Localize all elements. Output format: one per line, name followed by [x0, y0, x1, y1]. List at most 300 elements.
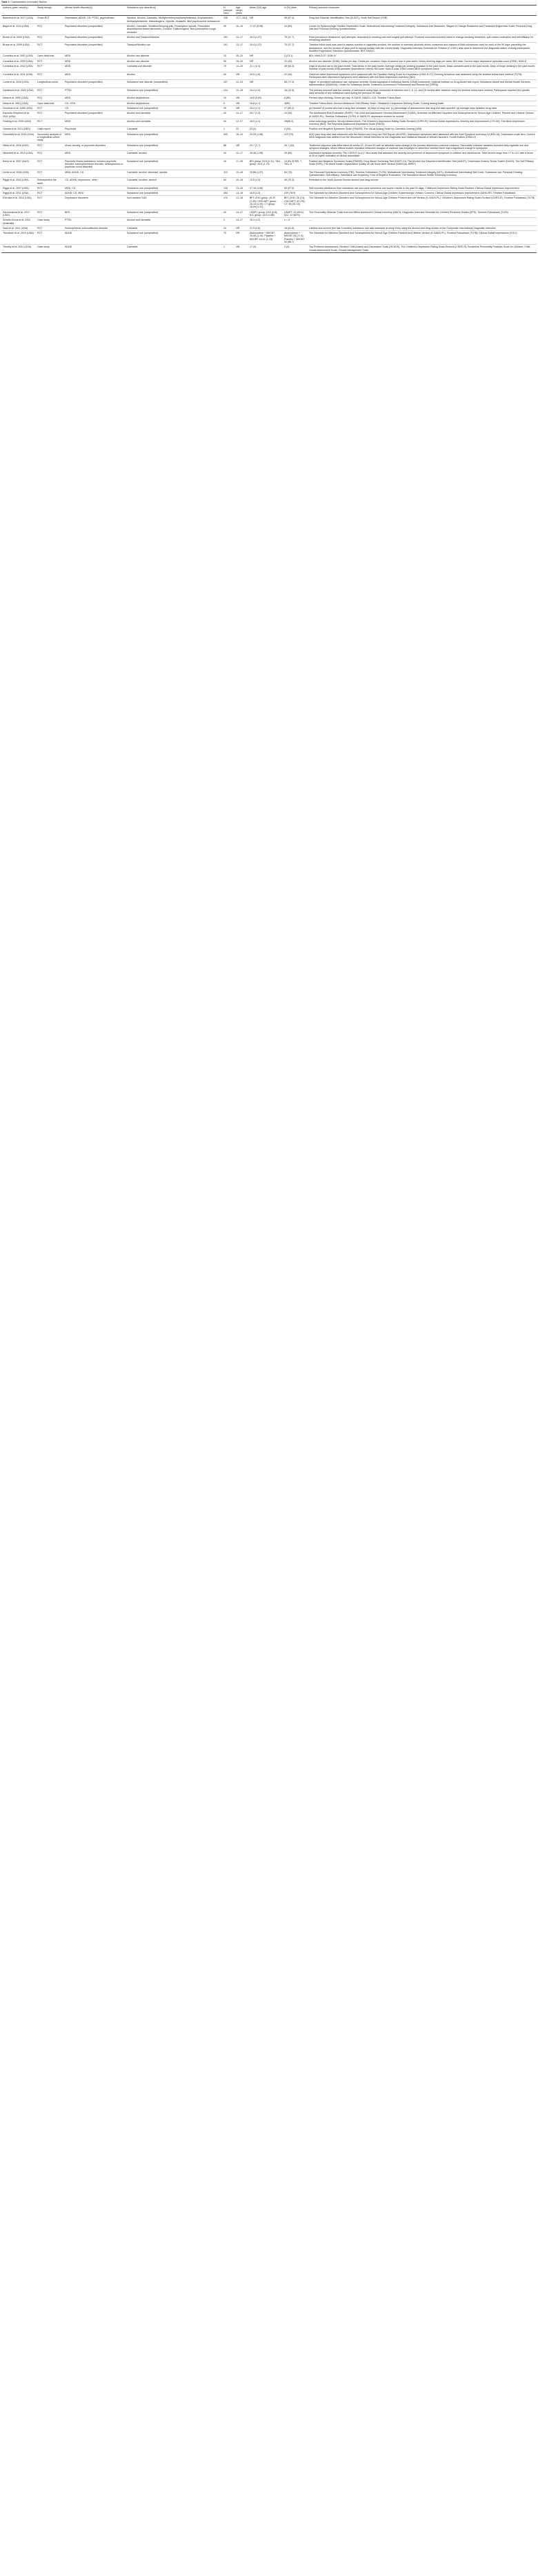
- cell-mean-age: BEI group: 20.6 (3.11); TAU group: 20.6 (1.73): [248, 159, 283, 170]
- cell-substance-use-disorders: Substance use (unspecified): [126, 132, 222, 143]
- cell-sample-size: 110: [222, 170, 235, 178]
- cell-male: 13 (81.3) BEI: 7, TAU: 6: [283, 159, 308, 170]
- cell-age-range: 23: [235, 127, 248, 132]
- column-header: Mean (SD) age: [248, 6, 283, 16]
- cell-study-design: RCT: [36, 23, 63, 34]
- cell-authors: Hirschtritt et al. 2012 (USA): [1, 151, 36, 159]
- table-row: [1, 151, 537, 159]
- cell-substance-use-disorders: Cannabis: [126, 225, 222, 230]
- cell-study-design: Secondary analysis of a longitudinal cohort study: [36, 132, 63, 143]
- table-row: [1, 132, 537, 143]
- cell-substance-use-disorders: Tobacco/Nicotine use: [126, 43, 222, 54]
- cell-study-design: RCT: [36, 34, 63, 43]
- cell-sample-size: 40: [222, 111, 235, 119]
- cell-authors: Donohue et al. 1998 (USA): [1, 105, 36, 110]
- cell-age-range: NR: [235, 72, 248, 80]
- cell-mental-health-disorders: MDD: [63, 96, 126, 101]
- cell-mental-health-disorders: BPD: [63, 210, 126, 218]
- cell-substance-use-disorders: Substance use (unspecified): [126, 105, 222, 110]
- cell-study-design: RCT: [36, 151, 63, 159]
- cell-male: 22 (44): [283, 72, 308, 80]
- cell-study-design: RCT: [36, 231, 63, 245]
- table-row: [1, 196, 537, 210]
- cell-male: 85 (67.5): [283, 185, 308, 190]
- table-row: [1, 127, 537, 132]
- cell-authors: Deas et al. 2000 (USA): [1, 96, 36, 101]
- cell-mental-health-disorders: Depressive disorders: [63, 196, 126, 210]
- cell-primary-outcome: Days of alcohol use in the past month; Total drinks in the past month; Average drinks per drinking occasion in the past month; Days cannabis used in the past month; Days of binge drinking in the past month; Number of past-month DSM cannabis dependence criteria; BDI total; HAM-D total; DSM current MDD symptoms count: [308, 63, 537, 72]
- cell-substance-use-disorders: Alcohol dependence: [126, 101, 222, 105]
- cell-study-design: RCT: [36, 143, 63, 151]
- cell-substance-use-disorders: Cannabis use disorder: [126, 63, 222, 72]
- cell-substance-use-disorders: Non-nicotine SUD: [126, 196, 222, 210]
- cell-mental-health-disorders: Psychotic illness (substance induced psychotic disorder, schizophreniform disorder, schizophrenia or psychotic mood disorder): [63, 159, 126, 170]
- cell-study-design: RCT: [36, 196, 63, 210]
- cell-mental-health-disorders: PTSD: [63, 218, 126, 226]
- cell-authors: Cornelius et al. 2010 (USA): [1, 63, 36, 72]
- cell-mean-age: 15.4 (1.37): [248, 34, 283, 43]
- cell-study-design: Open label trial: [36, 101, 63, 105]
- cell-male: 16 (12.9): [283, 88, 308, 96]
- cell-study-design: RCT: [36, 119, 63, 127]
- cell-substance-use-disorders: Substance use (unspecified): [126, 159, 222, 170]
- column-header: Study design: [36, 6, 63, 16]
- cell-sample-size: 170: [222, 196, 235, 210]
- cell-authors: Danielson et al. 2020 (USA): [1, 88, 36, 96]
- cell-age-range: NR: [235, 231, 248, 245]
- cell-age-range: NR: [235, 105, 248, 110]
- cell-mental-health-disorders: Psychosis: [63, 127, 126, 132]
- cell-mental-health-disorders: CD: [63, 105, 126, 110]
- cell-primary-outcome: The Schedule for Affective Disorders and Schizophrenia for School-Age Children; Epidemiologic Version; Conners; Clinical Global Impression Improvement; ADHD-RS; Timeline Followback: [308, 191, 537, 196]
- table-row: [1, 170, 537, 178]
- table-row: [1, 111, 537, 119]
- cell-primary-outcome: Point prevalence abstinence; quit attempts; reductions in smoking rate and longest quit attempt. Proximal outcomes included intent to change smoking behaviour, quit-related motivation and self-efficacy for remaining abstinent: [308, 34, 537, 43]
- table-row: [1, 80, 537, 88]
- table-row: [1, 63, 537, 72]
- table-body: [1, 16, 537, 253]
- cell-male: 75 (37.7): [283, 43, 308, 54]
- cell-male: 223 (73): [283, 132, 308, 143]
- cell-substance-use-disorders: Substance use (unspecified): [126, 210, 222, 218]
- cell-sample-size: 16: [222, 159, 235, 170]
- cell-mental-health-disorders: Psychiatric disorders (unspecified): [63, 80, 126, 88]
- cell-male: 26.7 (34): [283, 143, 308, 151]
- cell-age-range: 13–18: [235, 170, 248, 178]
- cell-substance-use-disorders: Alcohol and cannabis: [126, 111, 222, 119]
- column-header: Authors (year/ country): [1, 6, 36, 16]
- cell-age-range: 13–17: [235, 43, 248, 54]
- cell-male: BFT-CHO: 26 (74); CHO-MFT: 43 (76); CT: 45 (81.15): [283, 196, 308, 210]
- cell-study-design: Case report: [36, 127, 63, 132]
- cell-mean-age: BFT-CHO group: 16.29 (1.40); CHO-MFT group: 16.14 (1.40); CT group: 16.09 (1.31): [248, 196, 283, 210]
- cell-male: I-BAPT: 12 (60%); IDC: 12 (60%): [283, 210, 308, 218]
- cell-sample-size: 303: [222, 191, 235, 196]
- cell-age-range: NR: [235, 225, 248, 230]
- cell-mean-age: 15.3 (1.2): [248, 218, 283, 226]
- table-row: [1, 23, 537, 34]
- cell-mean-age: 21.1 (2.4): [248, 63, 283, 72]
- cell-sample-size: 24: [222, 225, 235, 230]
- cell-authors: Gandia et al. 2011 (NED): [1, 127, 36, 132]
- cell-substance-use-disorders: Alcohol dependence: [126, 96, 222, 101]
- table-row: [1, 178, 537, 186]
- cell-male: 0 (0): [283, 245, 308, 253]
- cell-authors: Cornelius et al. 2011 (USA): [1, 72, 36, 80]
- cell-sample-size: 3: [222, 218, 235, 226]
- table-row: [1, 119, 537, 127]
- cell-mental-health-disorders: CD, ADHD, depression, other: [63, 178, 126, 186]
- cell-substance-use-disorders: Alcohol and cannabis: [126, 119, 222, 127]
- table-row: [1, 191, 537, 196]
- cell-mean-age: 15.7 (1.3): [248, 111, 283, 119]
- cell-sample-size: 305: [222, 132, 235, 143]
- cell-mean-age: 15.4 (1.1): [248, 105, 283, 110]
- cell-age-range: 13–18: [235, 191, 248, 196]
- cell-mental-health-disorders: MDD, ADHD, CD: [63, 170, 126, 178]
- cell-male: 29(85.3): [283, 119, 308, 127]
- cell-age-range: 15–19: [235, 23, 248, 34]
- cell-study-design: RCT: [36, 72, 63, 80]
- cell-age-range: 17–25: [235, 159, 248, 170]
- cell-sample-size: 13: [222, 54, 235, 59]
- cell-mental-health-disorders: CD, ODD: [63, 101, 126, 105]
- cell-mental-health-disorders: ADHD: [63, 231, 126, 245]
- cell-primary-outcome: Percent days drinking; Drinks per day; K-SADS; HAM-D; CDI; Timeline Follow-Back: [308, 96, 537, 101]
- cell-male: 45 (64.3): [283, 63, 308, 72]
- table-row: [1, 218, 537, 226]
- cell-mental-health-disorders: MDD: [63, 119, 126, 127]
- table-row: [1, 159, 537, 170]
- cell-sample-size: 191: [222, 43, 235, 54]
- cell-study-design: Longitudinal cohort: [36, 80, 63, 88]
- cell-sample-size: 50: [222, 59, 235, 63]
- column-header: N (sample size): [222, 6, 235, 16]
- cell-substance-use-disorders: Substance use (unspecified): [126, 143, 222, 151]
- cell-age-range: 12–17: [235, 119, 248, 127]
- cell-mental-health-disorders: MDD: [63, 151, 126, 159]
- table-header: [1, 6, 537, 16]
- caption-text: Characteristics of Included Studies.: [10, 1, 48, 3]
- cell-age-range: 14–17: [235, 210, 248, 218]
- cell-primary-outcome: —: [308, 218, 537, 226]
- cell-mean-age: 15.4 (1.37): [248, 43, 283, 54]
- cell-age-range: 14–25: [235, 63, 248, 72]
- cell-mean-age: NR: [248, 16, 283, 24]
- table-row: [1, 231, 537, 245]
- cell-authors: Thurstone et al. 2010 (USA): [1, 231, 36, 245]
- cell-primary-outcome: Urine toxicology screens; Serum ethanol levels; The Children's Depression Rating Scale-Revised (CDRS-R); Clinical Global Impressions–Severity and Improvement (CGI-S/I); The Beck Depression Inventory (BDI); The Reynolds Adolescent Depression Scale (RADS): [308, 119, 537, 127]
- cell-study-design: Case study: [36, 245, 63, 253]
- table-row: [1, 88, 537, 96]
- cell-male: 0 (00): [283, 127, 308, 132]
- cell-male: 13 (33): [283, 111, 308, 119]
- cell-sample-size: 126: [222, 185, 235, 190]
- table-row: [1, 96, 537, 101]
- cell-male: 75 (37.7): [283, 34, 308, 43]
- cell-age-range: 13–18: [235, 196, 248, 210]
- cell-substance-use-disorders: Cannabis, nicotine, alcohol: [126, 178, 222, 186]
- cell-mental-health-disorders: ADHD, CD, MDD: [63, 191, 126, 196]
- cell-substance-use-disorders: Cannabis: [126, 245, 222, 253]
- cell-sample-size: 70: [222, 231, 235, 245]
- table-row: [1, 225, 537, 230]
- cell-age-range: NR: [235, 96, 248, 101]
- cell-mean-age: 19.5 (1.6): [248, 72, 283, 80]
- cell-study-design: RCT: [36, 191, 63, 196]
- cell-study-design: Open label trial: [36, 54, 63, 59]
- cell-age-range: 13–18: [235, 88, 248, 96]
- cell-study-design: RCT: [36, 43, 63, 54]
- cell-mean-age: 16.5 (1.3): [248, 191, 283, 196]
- cell-mental-health-disorders: Psychiatric disorders (unspecified): [63, 43, 126, 54]
- cell-primary-outcome: Positive and Negative Syndrome Scale (PANSS); The Visual Analog Scale for Cannabis Craving (VAS): [308, 127, 537, 132]
- cell-study-design: RCT: [36, 105, 63, 110]
- cell-primary-outcome: (a) Number of youths who had a drug-free urinalysis; (b) days of drug use; (c) percentage of assessments that drug use was reported; (d) Average days between drug uses: [308, 105, 537, 110]
- cell-primary-outcome: The Schedule for Affective Disorders and Schizophrenia for School-Age Children-Present and Lifetime Version (K-SADS-PL); Timeline Followback (TLFB); Clinical Global Impressions (CGI-I): [308, 231, 537, 245]
- cell-male: 45 (70.3): [283, 178, 308, 186]
- cell-authors: Kemp et al. 2007 (AUS): [1, 159, 36, 170]
- cell-sample-size: 64: [222, 178, 235, 186]
- cell-sample-size: 70: [222, 63, 235, 72]
- cell-male: 85 (77.3): [283, 80, 308, 88]
- cell-sample-size: 107: [222, 80, 235, 88]
- cell-primary-outcome: BDI; HAM-D 27; DSM-IV: [308, 54, 537, 59]
- table-row: [1, 16, 537, 24]
- cell-male: 239 (78.9): [283, 191, 308, 196]
- cell-mental-health-disorders: Psychiatric disorders (unspecified): [63, 111, 126, 119]
- cell-mean-age: I-BAPT group: 15.8 (0.8); IDC group: 15.6 (0.88): [248, 210, 283, 218]
- cell-sample-size: 5: [222, 101, 235, 105]
- cell-substance-use-disorders: Cannabis: [126, 127, 222, 132]
- header-row: [1, 6, 537, 16]
- cell-sample-size: 146: [222, 16, 235, 24]
- cell-primary-outcome: Center for Epidemiologic Studies Depression Scale; Motivational Interviewing Treatment Integrity; Substance Use Measures; Stages of Change Readiness and Treatment Eagerness Scale; Personal Drug Use and Personal Drinking Questionnaires: [308, 23, 537, 34]
- cell-mean-age: Atomoxetine + MI/CBT: 16.06 (1.15); Placebo + MI/CBT: 16.11 (1.15): [248, 231, 283, 245]
- cell-substance-use-disorders: Alcohol and cannabis: [126, 218, 222, 226]
- cell-mean-age: 17 (0): [248, 245, 283, 253]
- cell-mental-health-disorders: MDD: [63, 59, 126, 63]
- cell-mental-health-disorders: Psychiatric disorders (unspecified): [63, 23, 126, 34]
- cell-sample-size: 88: [222, 143, 235, 151]
- cell-mean-age: 16.46 (1.08): [248, 151, 283, 159]
- cell-age-range: 14–17: [235, 218, 248, 226]
- table-row: [1, 245, 537, 253]
- cell-age-range: 12–24: [235, 80, 248, 88]
- cell-age-range: 13–17: [235, 111, 248, 119]
- cell-mean-age: 23 (0): [248, 127, 283, 132]
- cell-male: 29 (85): [283, 151, 308, 159]
- cell-substance-use-disorders: Cannabis, alcohol, stimulant, opioids: [126, 170, 222, 178]
- cell-authors: Lichte et al. 2018 (USA): [1, 170, 36, 178]
- cell-age-range: 12.7–18.8: [235, 16, 248, 24]
- cell-primary-outcome: Observer-rated depressive symptoms were assessed with the Hamilton Rating Scale for Depression (HAM-D-27); Drinking behaviour was assessed using the timeline follow-back method (TLFB); Participant-rated depressive symptoms were assessed with the Beck Depression Inventory (BDI): [308, 72, 537, 80]
- cell-age-range: 18–24: [235, 132, 248, 143]
- cell-study-design: RCT: [36, 170, 63, 178]
- cell-male: 84 (75): [283, 170, 308, 178]
- cell-sample-size: 50: [222, 72, 235, 80]
- cell-study-design: Cross-RCT: [36, 16, 63, 24]
- cell-authors: Curtis et al. 2015 (USA): [1, 80, 36, 88]
- cell-study-design: RCT: [36, 185, 63, 190]
- table-row: [1, 34, 537, 43]
- cell-authors: Sass et al. 2011 (USA): [1, 225, 36, 230]
- cell-primary-outcome: Retention in the Youth Access Service alcohol and drug service: [308, 178, 537, 186]
- cell-primary-outcome: Timeline follow-back was used to assess number of cigarettes smoked, the number of standard alcoholic drinks consumed and classes of illicit substances used for each of the 90 days preceding the assessment, and the number of days prior to having contact with the current study; Diagnostic Interview Schedule for Children (C-DISC) was used to determine the diagnostic status of study participants; Modified Fagerstrom Tolerance Questionnaire; BDI; HAM-D: [308, 43, 537, 54]
- cell-study-design: RCT: [36, 111, 63, 119]
- cell-primary-outcome: The primary outcome was the number of substance-using days, measured at baseline and 3, 6, 12, and 18 months after baseline using the timeline follow-back method; Participants reported the specific daily amounts of any substance used during the previous 90 days: [308, 88, 537, 96]
- cell-age-range: 15–20: [235, 54, 248, 59]
- cell-authors: Bagot et al. 2014 (USA): [1, 23, 36, 34]
- cell-male: n = 0: [283, 218, 308, 226]
- cell-mental-health-disorders: Depression, ADHD, CD, PTSD, psychoticism: [63, 16, 126, 24]
- cell-primary-outcome: Alcohol use disorder (DSM); Drinks per day; Drinks per occasion; Days of alcohol use in past week; Heavy drinking days per week; BDI total; Current major depressive episodes count (DSM); HAM-D: [308, 59, 537, 63]
- cell-sample-size: 1: [222, 127, 235, 132]
- cell-authors: Roh ska et al. 2014 (USA): [1, 196, 36, 210]
- cell-authors: Brown et al. 2009 (USA): [1, 43, 36, 54]
- cell-mental-health-disorders: Schizophrenia, schizoaffective disorder: [63, 225, 126, 230]
- cell-male: 3 (23.1): [283, 54, 308, 59]
- cell-mental-health-disorders: Mood, anxiety, or psychotic disorders: [63, 143, 126, 151]
- table-row: [1, 101, 537, 105]
- cell-mean-age: 15.4 (1.3): [248, 88, 283, 96]
- cell-primary-outcome: The Personality Disorder Traits from the Millon Adolescent Clinical Inventory (MACI); Diagnostic Interview Schedule for Children Predictive Scales (DPS); Timeline Followback (TLFB): [308, 210, 537, 218]
- cell-authors: Riggs et al. 2011 (USA): [1, 191, 36, 196]
- cell-sample-size: 40: [222, 23, 235, 34]
- cell-mean-age: 17.16 (1.06): [248, 185, 283, 190]
- cell-study-design: RCT: [36, 96, 63, 101]
- cell-study-design: Retrospective file audit: [36, 178, 63, 186]
- cell-age-range: 12–17: [235, 151, 248, 159]
- cell-mental-health-disorders: PTSD: [63, 88, 126, 96]
- cell-study-design: RCT: [36, 210, 63, 218]
- characteristics-table: [1, 5, 537, 253]
- cell-mental-health-disorders: MDD: [63, 72, 126, 80]
- cell-mental-health-disorders: MDD, CD: [63, 185, 126, 190]
- cell-mean-age: 16.6 (0.52): [248, 96, 283, 101]
- cell-substance-use-disorders: Substance use disorder (unspecified): [126, 80, 222, 88]
- cell-substance-use-disorders: Alcohol, Cannabis, Sedative/Sleeping pills, Prescription opioids, Prescribed amphetamine-based stimulants, Cocaine, Hallucinogens, Non-prescription cough medicine: [126, 23, 222, 34]
- table-row: [1, 59, 537, 63]
- cell-mental-health-disorders: MDD: [63, 63, 126, 72]
- cell-sample-size: 34: [222, 119, 235, 127]
- cell-mean-age: 15.86 (1.07): [248, 170, 283, 178]
- cell-substance-use-disorders: Nicotine, Alcohol, Cannabis, Methylenedioxymethamphetamine, Amphetamine, Methamphetamine, Hallucinogens, Opioids, Inhalants, illicit psychoactive substances: [126, 16, 222, 24]
- cell-age-range: NR: [235, 143, 248, 151]
- cell-substance-use-disorders: Substance use (unspecified): [126, 88, 222, 96]
- cell-age-range: NR: [235, 101, 248, 105]
- cell-age-range: 13–17: [235, 34, 248, 43]
- cell-primary-outcome: Drug Use Disorder Identification Test (DUDIT); Youth Self Report (YSR): [308, 16, 537, 24]
- cell-mental-health-disorders: Psychiatric disorders (unspecified): [63, 34, 126, 43]
- cell-mean-age: 15.5 (1.3): [248, 178, 283, 186]
- table-caption: [1, 1, 47, 3]
- table-row: [1, 185, 537, 190]
- cell-primary-outcome: Self-reported abstinence from substance use and urine substance use screen results in the past 30 days; Childhood Depression Rating Scale-Revised; Clinical Global Impression Improvement: [308, 185, 537, 190]
- cell-male: 98 (67.4): [283, 16, 308, 24]
- cell-sample-size: 34: [222, 151, 235, 159]
- cell-mean-age: NR: [248, 59, 283, 63]
- cell-mean-age: NR: [248, 80, 283, 88]
- cell-authors: Riggs et al. 2007 (USA): [1, 185, 36, 190]
- cell-authors: Riggs et al. 2004 (USA): [1, 178, 36, 186]
- cell-primary-outcome: Depressive symptom severity; The CDRS-R is a 17-item scale that assesses the severity and presence of depressive symptoms in children and adolescents. Total scores range from 17 to 113, with a score of 40 or higher indicative of clinical depression: [308, 151, 537, 159]
- cell-age-range: 15–20: [235, 59, 248, 63]
- table-row: [1, 143, 537, 151]
- cell-primary-outcome: The Adolescent Risk Evaluation (RAFE); The Child and Adolescent Services Assessment (CASA); Schedule for Affective Disorders and Schizophrenia for School-Age Children, Present and Lifetime Version (K-SADS-PL); Timeline Followback (TLFB); K-SADS-PL depression module for suicide: [308, 111, 537, 119]
- cell-primary-outcome: The Personal Experience Inventory (PEI); Timeline Followback (TLFB); Motivational Interviewing Treatment Integrity (MITI); Motivational Interviewing Skill Code; Substance use; Personal Drinking Questionnaire; Self-efficacy; Substance use frequency; Fear of Negative Evaluation; The Substance Abuse Subtle Screening Inventory: [308, 170, 537, 178]
- cell-mean-age: 20.05 (1.58): [248, 132, 283, 143]
- cell-primary-outcome: Positive and Negative Syndrome Scale (PANSS); Drug Abuse Screening Test (DAST-10); The Alcohol Use Disorders Identification Test (AUDIT); Depression Anxiety Stress Scales (DASS); The Self Efficacy Scale (SES); The World Health Organization Quality of Life Scale Brief Version (WHOQoL-BREF): [308, 159, 537, 170]
- cell-sample-size: 10: [222, 96, 235, 101]
- table-row: [1, 105, 537, 110]
- cell-substance-use-disorders: Alcohol use disorder: [126, 54, 222, 59]
- cell-study-design: RCT: [36, 63, 63, 72]
- cell-study-design: RCT: [36, 59, 63, 63]
- column-header: Mental health disorder(s): [63, 6, 126, 16]
- table-row: [1, 72, 537, 80]
- cell-mean-age: 16.8 (1.1): [248, 101, 283, 105]
- cell-study-design: RCT: [36, 225, 63, 230]
- cell-male: 24 (60): [283, 23, 308, 34]
- cell-authors: Cornelius et al. 2001 (USA): [1, 54, 36, 59]
- cell-authors: Brown et al. 2003 (USA): [1, 34, 36, 43]
- cell-mean-age: 17.07 (0.98): [248, 23, 283, 34]
- cell-study-design: RCT: [36, 88, 63, 96]
- cell-substance-use-disorders: Substance use (unspecified): [126, 185, 222, 190]
- cell-primary-outcome: Treatment response was determined at weeks 10, 20 and 50 with an absolute mean change in the primary depression outcome measure; Secondary outcome variables included daily cigarette use and symptom changes; Mixed effects models repeated measures analysis of variance was employed to determine whether there was a significant change in symptoms: [308, 143, 537, 151]
- cell-authors: Hides et al. 2010 (AUS): [1, 143, 36, 151]
- cell-sample-size: 191: [222, 34, 235, 43]
- cell-male: Atomoxetine + MI/CBT 25 (71.4); Placebo + MI/CBT 30 (85.7): [283, 231, 308, 245]
- cell-male: 27 (69.2): [283, 105, 308, 110]
- cell-authors: Baweleva et al. 2017 (USA): [1, 16, 36, 24]
- cell-age-range: 13–19: [235, 185, 248, 190]
- cell-male: 8 (80): [283, 96, 308, 101]
- cell-authors: Schultz-Kreus et al. 2022 (Australia): [1, 218, 36, 226]
- cell-mental-health-disorders: ADHD: [63, 245, 126, 253]
- cell-study-design: RCT: [36, 159, 63, 170]
- cell-primary-outcome: Lifetime and current (the last 3 months) substance use was assessed at study entry using the alcohol and drug section of the Composite International Diagnostic Interview: [308, 225, 537, 230]
- cell-substance-use-disorders: Substance use (unspecified): [126, 231, 222, 245]
- cell-mean-age: 21.9 (2.6): [248, 225, 283, 230]
- cell-sample-size: 1: [222, 245, 235, 253]
- cell-substance-use-disorders: Alcohol and Tobacco/Nicotine: [126, 34, 222, 43]
- cell-mental-health-disorders: MDD: [63, 132, 126, 143]
- cell-male: 18 (81.8): [283, 225, 308, 230]
- cell-mean-age: 20.7 (2.7): [248, 143, 283, 151]
- cell-mean-age: 16.5 (1.1): [248, 119, 283, 127]
- cell-authors: Saronoukova et al. 2017 (USA): [1, 210, 36, 218]
- cell-substance-use-disorders: Substance use (unspecified): [126, 191, 222, 196]
- table-row: [1, 43, 537, 54]
- caption-label: Table 1.: [1, 1, 10, 3]
- cell-primary-outcome: Top Problems Assessment; Revised Child Anxiety and Depression Scale (RCADS); The Children's Depression Rating Scale-Revised (CDRS-R); Borderline Personality Features Scale for Children; Child Global Assessment Scale; Clinical Management Scale: [308, 245, 537, 253]
- table-row: [1, 54, 537, 59]
- column-header: N (%) Male: [283, 6, 308, 16]
- cell-age-range: NR: [235, 245, 248, 253]
- cell-authors: Greenfield et al. 2015 (USA): [1, 132, 36, 143]
- cell-sample-size: 40: [222, 210, 235, 218]
- column-header: Primary outcome measures: [308, 6, 537, 16]
- cell-substance-use-disorders: Alcohol use disorder: [126, 59, 222, 63]
- cell-authors: Deas et al. 2001 (USA): [1, 101, 36, 105]
- cell-mental-health-disorders: MDD: [63, 54, 126, 59]
- cell-male: 22 (44): [283, 59, 308, 63]
- cell-authors: Timothy et al. 2021 (USA): [1, 245, 36, 253]
- cell-primary-outcome: The Schedule for Affective Disorders and Schizophrenia for School-Age Children Present and Life Version (K-SADS-PL); Children's Depression Rating Scale-Revised (CDRS-R); Timeline Followback (TLFB): [308, 196, 537, 210]
- column-header: Substance use disorder(s): [126, 6, 222, 16]
